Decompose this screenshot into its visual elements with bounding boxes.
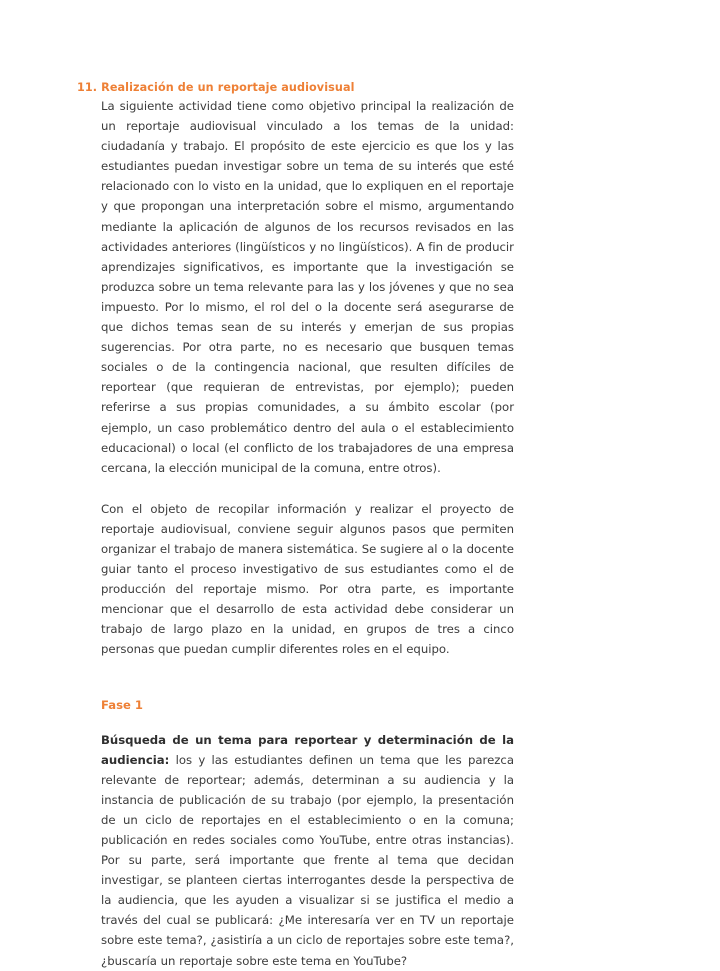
paragraph-steps: Con el objeto de recopilar información y realizar el proyecto de reportaje audiovisual, conviene seguir algunos pasos que permiten organizar el trabajo de manera sistemática. Se sugiere al o la docente guiar tanto el proceso investigativo de sus estudiantes como el de producción del reportaje mismo. Por otra parte, es importante mencionar que el desarrollo de esta actividad debe considerar un trabajo de largo plazo en la unidad, en grupos de tres a cinco personas que puedan cumplir diferentes roles en el equipo. bbox=[101, 501, 514, 657]
section-heading: 11. Realización de un reportaje audiovisual bbox=[77, 81, 355, 94]
phase-body-text: los y las estudiantes definen un tema que les parezca relevante de reportear; además, determinan a su audiencia y la instancia de publicación de su trabajo (por ejemplo, la presentación de un ciclo de reportajes en el establecimiento o en la comuna; publicación en redes sociales como YouTube, entre otras instancias). Por su parte, será importante que frente al tema que decidan investigar, se planteen ciertas interrogantes desde la perspectiva de la audiencia, que les ayuden a visualizar si se justifica el medio a través del cual se publicará: ¿Me interesaría ver en TV un reportaje sobre este tema?, ¿asistiría a un ciclo de reportajes sobre este tema?, ¿buscaría un reportaje sobre este tema en YouTube? bbox=[101, 752, 514, 968]
paragraph-intro: La siguiente actividad tiene como objetivo principal la realización de un reportaje audiovisual vinculado a los temas de la unidad: ciudadanía y trabajo. El propósito de este ejercicio es que los y las estudiantes puedan investigar sobre un tema de su interés que esté relacionado con lo visto en la unidad, que lo expliquen en el reportaje y que propongan una interpretación sobre el mismo, argumentando mediante la aplicación de algunos de los recursos revisados en las actividades anteriores (lingüísticos y no lingüísticos). A fin de producir aprendizajes significativos, es importante que la investigación se produzca sobre un tema relevante para las y los jóvenes y que no sea impuesto. Por lo mismo, el rol del o la docente será asegurarse de que dichos temas sean de su interés y emerjan de sus propias sugerencias. Por otra parte, no es necesario que busquen temas sociales o de la contingencia nacional, que resulten difíciles de reportear (que requieran de entrevistas, por ejemplo); pueden referirse a sus propias comunidades, a su ámbito escolar (por ejemplo, un caso problemático dentro del aula o el establecimiento educacional) o local (el conflicto de los trabajadores de una empresa cercana, la elección municipal de la comuna, entre otros). bbox=[101, 99, 514, 475]
paragraph-phase-1 bbox=[101, 730, 514, 971]
phase-heading: Fase 1 bbox=[101, 697, 143, 712]
phase-heading-gap bbox=[101, 713, 514, 730]
body-block bbox=[101, 96, 514, 971]
phase-spacer bbox=[101, 660, 514, 697]
phase-lead-in: Búsqueda de un tema para reportear y determinación de la audiencia: bbox=[101, 732, 514, 767]
page-content bbox=[77, 80, 514, 971]
